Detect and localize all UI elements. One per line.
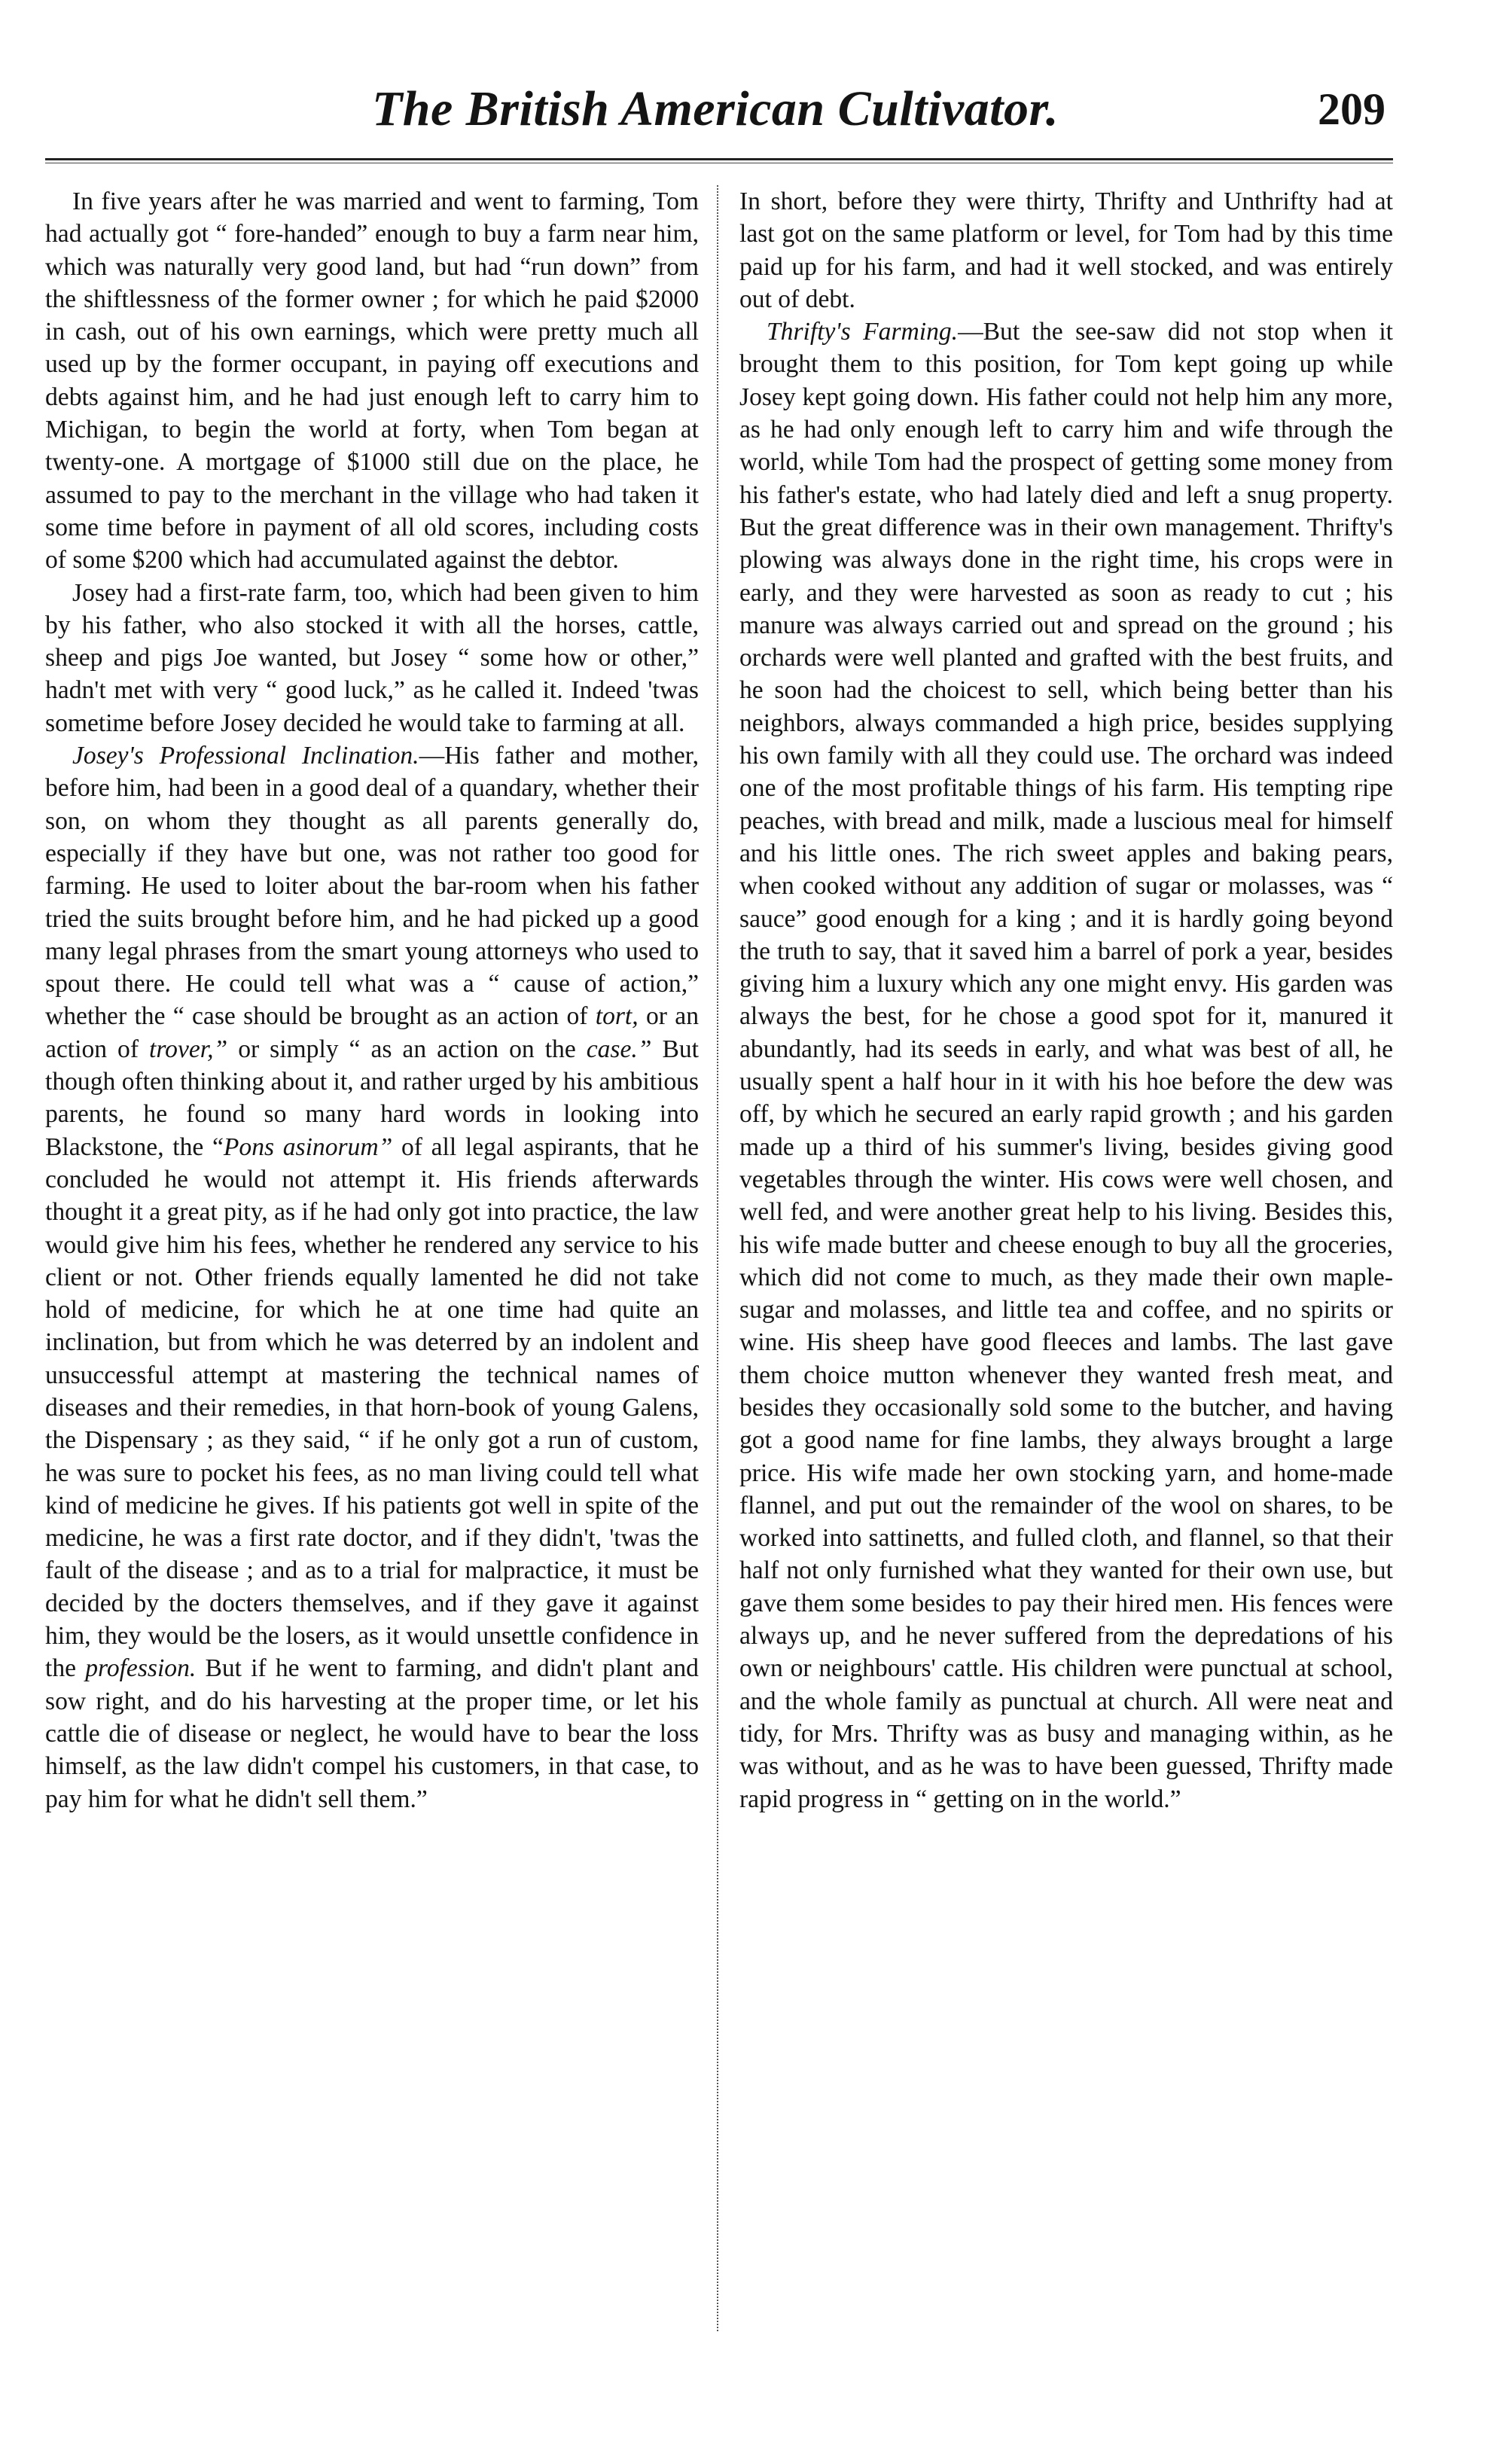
em-dash: — — [419, 742, 445, 770]
journal-title: The British American Cultivator. — [371, 81, 1059, 136]
paragraph-text: But if he went to farming, and didn't plant and sow right, and do his harvesting at the proper time, or let his cattle die of disease or neglect, he would have to bear the loss himself, as the law didn't compel his customers, in that case, to pay him for what he didn't sell them.” — [45, 1654, 699, 1813]
paragraph-text: His father and mother, before him, had been in a good deal of a quandary, whether their son, on whom they thought as all parents generally do, especially if they have but one, was not rather too good for farming. He used to loiter about the bar-room when his father tried the suits brought before him, and he had picked up a good many legal phrases from the smart young attorneys who used to spout there. He could tell what was a “ cause of action,” whether the “ case should be brought as an action of — [45, 742, 699, 1031]
paragraph: In short, before they were thirty, Thrifty and Unthrifty had at last got on the same platform or level, for Tom had by this time paid up for his farm, and had it well stocked, and was entirely out of debt. — [739, 187, 1393, 313]
paragraph-text: But though often thinking about it, and rather urged by his ambitious parents, he found so many hard words in looking into Blackstone, the “ — [45, 1035, 699, 1161]
italic-term: tort, — [595, 1002, 639, 1031]
paragraph: Josey had a first-rate farm, too, which had been given to him by his father, who also stocked it with all the horses, cattle, sheep and pigs Joe wanted, but Josey “ some how or other,” hadn't met with very “ good luck,” as he called it. Indeed 'twas sometime before Josey decided he would take to farming at all. — [45, 578, 699, 737]
section-heading: Josey's Professional Inclination. — [72, 742, 419, 770]
page-header — [45, 72, 1385, 154]
section-heading: Thrifty's Farming. — [767, 318, 959, 346]
paragraph — [739, 315, 1393, 1815]
italic-term: case.” — [586, 1035, 652, 1063]
left-column — [45, 185, 699, 2331]
paragraph: In five years after he was married and went to farming, Tom had actually got “ fore-handed” enough to buy a farm near him, which was naturally very good land, but had “run down” from the shiftlessness of the former owner ; for which he paid $2000 in cash, out of his own earnings, which were pretty much all used up by the former occupant, in paying off executions and debts against him, and he had just enough left to carry him to Michigan, to begin the world at forty, when Tom began at twenty-one. A mortgage of $1000 still due on the place, he assumed to pay to the merchant in the village who had taken it some time before in payment of all old scores, including costs of some $200 which had accumulated against the debtor. — [45, 187, 699, 575]
paragraph — [45, 739, 699, 1815]
page-number: 209 — [1318, 84, 1385, 134]
em-dash: — — [958, 318, 983, 346]
column-divider — [717, 185, 718, 2331]
italic-term: trover,” — [149, 1035, 228, 1063]
italic-term: Pons asinorum” — [223, 1132, 393, 1161]
header-rule — [45, 158, 1393, 163]
paragraph-text: of all legal aspirants, that he concluded he would not attempt it. His friends afterwards thought it a great pity, as if he had only got into practice, the law would give him his fees, whether he rendered any service to his client or not. Other friends equally lamented he did not take hold of medicine, for which he at one time had quite an inclination, but from which he was deterred by an indolent and unsuccessful attempt at mastering the technical names of diseases and their remedies, in that horn-book of young Galens, the Dispensary ; as they said, “ if he only got a run of custom, he was sure to pocket his fees, as no man living could tell what kind of medicine he gives. If his patients got well in spite of the medicine, he was a first rate doctor, and if they didn't, 'twas the fault of the disease ; and as to a trial for malpractice, it must be decided by the docters themselves, and if they gave it against him, they would be the losers, as it would unsettle confidence in the — [45, 1132, 699, 1683]
paragraph-text: But the see-saw did not stop when it brought them to this position, for Tom kept going up while Josey kept going down. His father could not help him any more, as he had only enough left to carry him and wife through the world, while Tom had the prospect of getting some money from his father's estate, who had lately died and left a snug property. But the great difference was in their own management. Thrifty's plowing was always done in the right time, his crops were in early, and they were harvested as soon as ready to cut ; his manure was always carried out and spread on the ground ; his orchards were well planted and grafted with the best fruits, and he soon had the choicest to sell, which being better than his neighbors, always commanded a high price, besides supplying his own family with all they could use. The orchard was indeed one of the most profitable things of his farm. His tempting ripe peaches, with bread and milk, made a luscious meal for himself and his little ones. The rich sweet apples and baking pears, when cooked without any addition of sugar or molasses, was “ sauce” good enough for a king ; and it is hardly going beyond the truth to say, that it saved him a barrel of pork a year, besides giving him a luxury which any one might envy. His garden was always the best, for he chose a good spot for it, manured it abundantly, had its seeds in early, and what was best of all, he usually spent a half hour in it with his hoe before the dew was off, by which he secured an early rapid growth ; and his garden made up a third of his summer's living, besides giving good vegetables through the winter. His cows were well chosen, and well fed, and were another great help to his living. Besides this, his wife made butter and cheese enough to buy all the groceries, which did not come to much, as they made their own maple-sugar and molasses, and little tea and coffee, and no spirits or wine. His sheep have good fleeces and lambs. The last gave them choice mutton whenever they wanted fresh meat, and besides they occasionally sold some to the butcher, and having got a good name for fine lambs, they always brought a large price. His wife made her own stocking yarn, and home-made flannel, and put out the remainder of the wool on shares, to be worked into sattinetts, and fulled cloth, and flannel, so that their half not only furnished what they wanted for their own use, but gave them some besides to pay their hired men. His fences were always up, and he never suffered from the depredations of his own or neighbours' cattle. His children were punctual at school, and the whole family as punctual at church. All were neat and tidy, for Mrs. Thrifty was as busy and managing within, as he was without, and as he was to have been guessed, Thrifty made rapid progress in “ getting on in the world.” — [739, 318, 1393, 1813]
right-column — [739, 185, 1393, 2331]
paragraph-text: or simply “ as an action on the — [238, 1035, 576, 1063]
italic-term: profession. — [85, 1654, 197, 1683]
paragraph-text: or an action of — [45, 1002, 699, 1063]
